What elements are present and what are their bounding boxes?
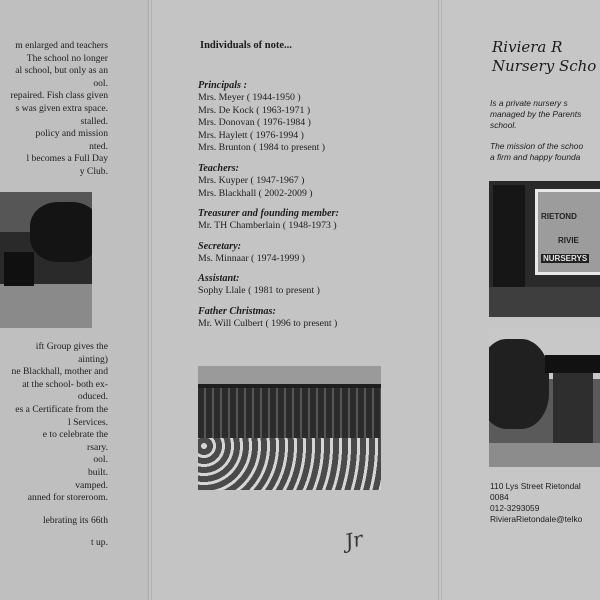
treasurer-section [198, 207, 428, 233]
school-building-photo [0, 192, 92, 328]
fold-line [438, 0, 442, 600]
role-heading: Teachers: [198, 162, 239, 174]
history-line: ne Blackhall, mother and [11, 366, 108, 378]
history-line: stalled. [80, 115, 108, 127]
history-line: lebrating its 66th [42, 514, 108, 526]
intro-line: a firm and happy founda [490, 152, 581, 162]
history-list-bottom [0, 341, 150, 550]
sign-text: NURSERYS [543, 254, 588, 263]
intro-line: Is a private nursery s [490, 98, 568, 108]
history-line: ool. [93, 454, 108, 466]
history-line: The school no longer [26, 52, 108, 64]
history-line: vamped. [75, 479, 108, 491]
person-entry: Sophy Llale ( 1981 to present ) [198, 285, 320, 297]
postal-code: 0084 [490, 492, 509, 502]
person-entry: Mrs. Kuyper ( 1947-1967 ) [198, 174, 305, 186]
history-line: ift Group gives the [35, 341, 108, 352]
teachers-section [198, 162, 428, 200]
principals-section [198, 79, 428, 155]
history-line: policy and mission [35, 128, 108, 140]
role-heading: Principals : [198, 80, 247, 91]
assistant-section [198, 272, 428, 298]
history-line: y Club. [79, 165, 108, 177]
history-line: anned for storeroom. [27, 492, 108, 504]
person-entry: Mrs. Blackhall ( 2002-2009 ) [198, 187, 313, 199]
history-line: built. [88, 466, 108, 478]
role-heading: Father Christmas: [198, 305, 276, 317]
title-line-2: Nursery Scho [492, 57, 597, 75]
contact-details [490, 481, 582, 525]
history-line: ainting) [78, 353, 108, 365]
intro-line: managed by the Parents [490, 109, 582, 119]
role-heading: Treasurer and founding member: [198, 208, 339, 220]
person-entry: Mrs. Brunton ( 1984 to present ) [198, 142, 326, 154]
address-line: 110 Lys Street Rietondal [490, 481, 581, 491]
intro-line: school. [490, 120, 517, 130]
history-line: at the school- both ex- [22, 378, 108, 390]
group-photo [198, 366, 381, 490]
history-line [0, 527, 150, 537]
history-line: e to celebrate the [42, 429, 108, 441]
sign-text: RIVIE [558, 236, 579, 245]
playground-photo [489, 329, 600, 467]
history-line: repaired. Fish class given [10, 90, 108, 102]
signature-scribble: Jr [342, 526, 365, 554]
person-entry: Mr. Will Culbert ( 1996 to present ) [198, 317, 338, 329]
history-line [0, 505, 150, 515]
history-line: rsary. [87, 441, 108, 453]
school-sign [535, 189, 600, 275]
role-heading: Assistant: [198, 273, 240, 285]
person-entry: Mrs. De Kock ( 1963-1971 ) [198, 104, 311, 116]
person-entry: Mrs. Haylett ( 1976-1994 ) [198, 129, 304, 141]
role-heading: Secretary: [198, 240, 241, 252]
history-line: l Services. [68, 416, 108, 428]
individuals-heading: Individuals of note... [200, 40, 292, 51]
person-entry: Mrs. Donovan ( 1976-1984 ) [198, 117, 311, 129]
school-sign-photo [489, 181, 600, 317]
email-address: RivieraRietondale@telko [490, 514, 583, 524]
history-line: nted. [89, 140, 108, 152]
history-list-top [0, 40, 150, 179]
history-line: es a Certificate from the [15, 403, 108, 415]
sign-text: RIETOND [541, 212, 577, 221]
history-line: oduced. [77, 391, 108, 403]
father-christmas-section [198, 305, 428, 331]
history-line: l becomes a Full Day [26, 153, 108, 165]
person-entry: Mr. TH Chamberlain ( 1948-1973 ) [198, 220, 337, 232]
secretary-section [198, 240, 428, 266]
history-line: t up. [90, 537, 108, 549]
history-line: s was given extra space. [15, 102, 108, 114]
intro-line: The mission of the schoo [490, 141, 584, 151]
title-line-1: Riviera R [492, 38, 563, 56]
phone-number: 012-3293059 [490, 503, 540, 513]
history-line: ool. [93, 77, 108, 89]
intro-text [490, 98, 600, 173]
history-line: al school, but only as an [15, 65, 108, 77]
history-line: m enlarged and teachers [15, 40, 108, 51]
person-entry: Mrs. Meyer ( 1944-1950 ) [198, 92, 301, 103]
school-title [492, 38, 596, 76]
person-entry: Ms. Minnaar ( 1974-1999 ) [198, 252, 305, 264]
individuals-list [198, 72, 428, 331]
